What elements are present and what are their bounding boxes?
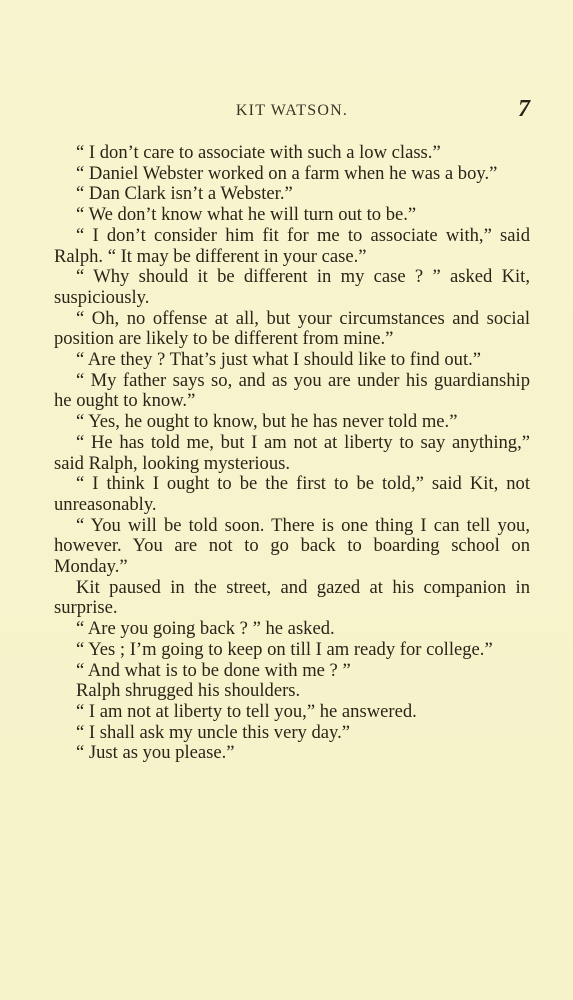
paragraph: “ Are they ? That’s just what I should like to find out.” — [76, 349, 482, 371]
paragraph: “ Yes ; I’m going to keep on till I am ready for college.” — [76, 638, 493, 660]
paragraph: “ I don’t care to associate with such a low class.” — [76, 142, 441, 163]
paragraph: “ I am not at liberty to tell you,” he answered. — [76, 700, 417, 722]
paragraph: “ Why should it be different in my case ? ” asked Kit, suspiciously. — [54, 266, 530, 308]
paragraph: “ My father says so, and as you are under his guardianship he ought to know.” — [54, 369, 530, 412]
body-text — [54, 143, 530, 764]
paragraph: “ Just as you please.” — [76, 742, 235, 764]
paragraph: “ I shall ask my uncle this very day.” — [76, 721, 351, 743]
paragraph: “ Yes, he ought to know, but he has never told me.” — [76, 411, 458, 433]
paragraph: “ And what is to be done with me ? ” — [76, 659, 351, 681]
paragraph: Kit paused in the street, and gazed at his companion in surprise. — [54, 576, 530, 619]
page-number: 7 — [518, 96, 530, 122]
paragraph: “ I don’t consider him fit for me to associate with,” said Ralph. “ It may be different in your case.” — [54, 224, 530, 267]
running-head: KIT WATSON. — [235, 102, 349, 119]
paragraph: “ I think I ought to be the first to be told,” said Kit, not unreasonably. — [54, 473, 530, 515]
paragraph: “ Oh, no offense at all, but your circumstances and social position are likely to be different from mine.” — [54, 307, 530, 350]
paragraph: “ Daniel Webster worked on a farm when he was a boy.” — [76, 162, 498, 184]
paragraph: “ Are you going back ? ” he asked. — [76, 618, 335, 640]
page-header — [54, 96, 530, 130]
paragraph: “ Dan Clark isn’t a Webster.” — [76, 183, 293, 205]
paragraph: Ralph shrugged his shoulders. — [76, 680, 301, 702]
paragraph: “ You will be told soon. There is one thing I can tell you, however. You are not to go back to boarding school on Monday.” — [54, 514, 530, 578]
paragraph: “ We don’t know what he will turn out to be.” — [76, 204, 417, 226]
paragraph: “ He has told me, but I am not at liberty to say anything,” said Ralph, looking mysterious. — [54, 431, 530, 474]
